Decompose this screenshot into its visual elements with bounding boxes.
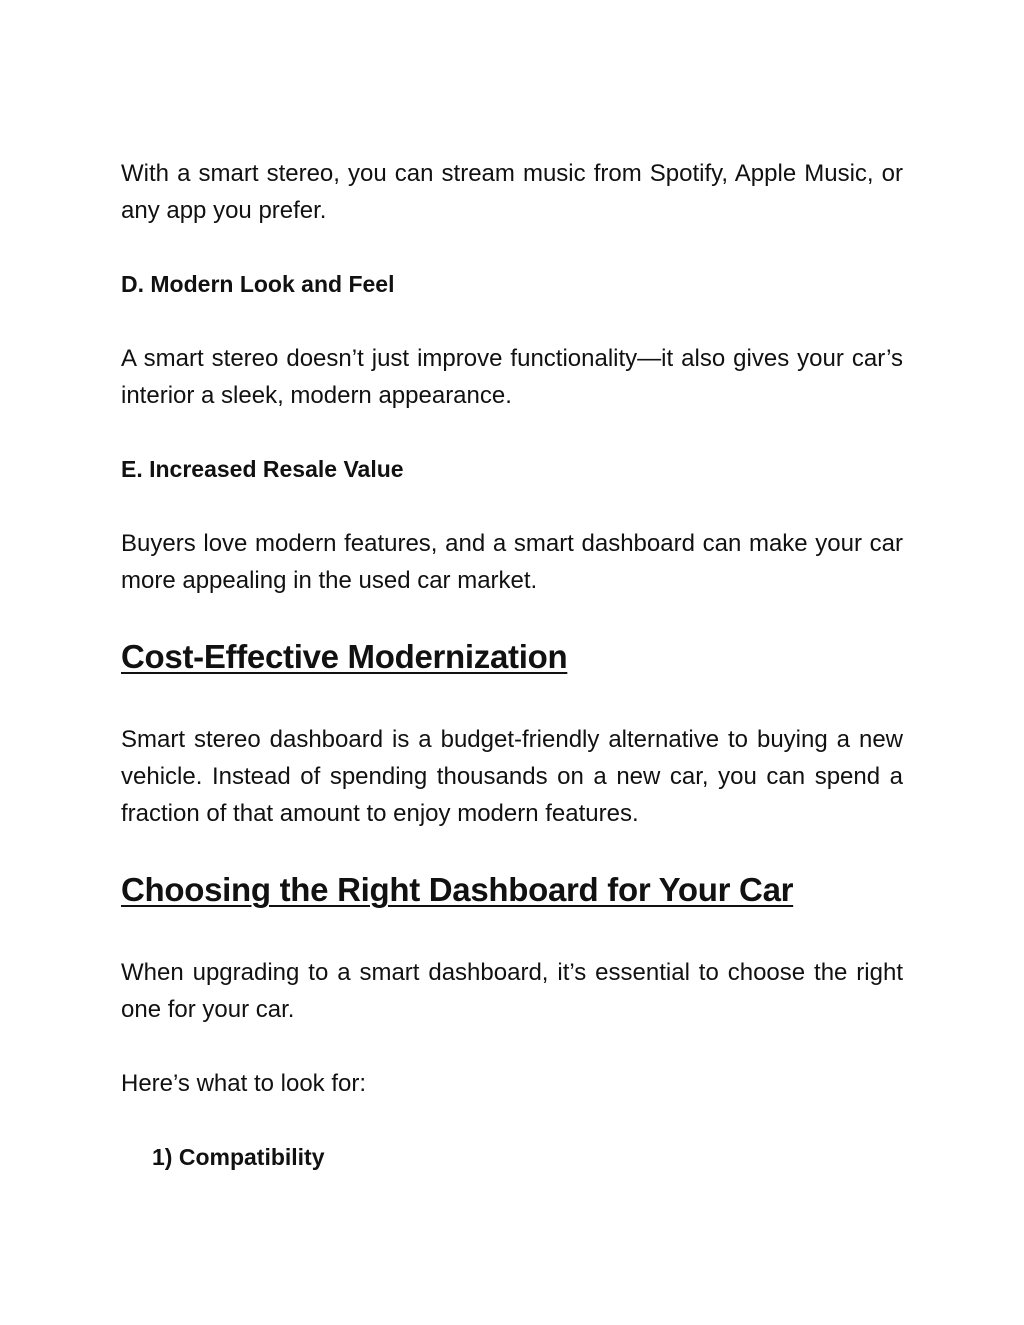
paragraph-cost-effective: Smart stereo dashboard is a budget-friendly alternative to buying a new vehicle. Instead of spending thousands on a new car, you can spend a fraction of that amount to enjoy modern features. — [121, 726, 903, 827]
list-item-compatibility: 1) Compatibility — [152, 1144, 325, 1170]
subheading-modern-look: D. Modern Look and Feel — [121, 271, 395, 297]
paragraph-look-for: Here’s what to look for: — [121, 1070, 367, 1097]
heading-cost-effective: Cost-Effective Modernization — [121, 638, 568, 675]
paragraph-streaming: With a smart stereo, you can stream music from Spotify, Apple Music, or any app you prefer. — [121, 160, 903, 224]
document-page — [121, 155, 903, 1176]
paragraph-resale-value: Buyers love modern features, and a smart dashboard can make your car more appealing in the used car market. — [121, 530, 903, 594]
paragraph-modern-look: A smart stereo doesn’t just improve functionality—it also gives your car’s interior a sleek, modern appearance. — [121, 345, 903, 409]
paragraph-choosing-dashboard: When upgrading to a smart dashboard, it’s essential to choose the right one for your car. — [121, 959, 903, 1023]
subheading-resale-value: E. Increased Resale Value — [121, 456, 404, 482]
heading-choosing-dashboard: Choosing the Right Dashboard for Your Car — [121, 871, 794, 908]
